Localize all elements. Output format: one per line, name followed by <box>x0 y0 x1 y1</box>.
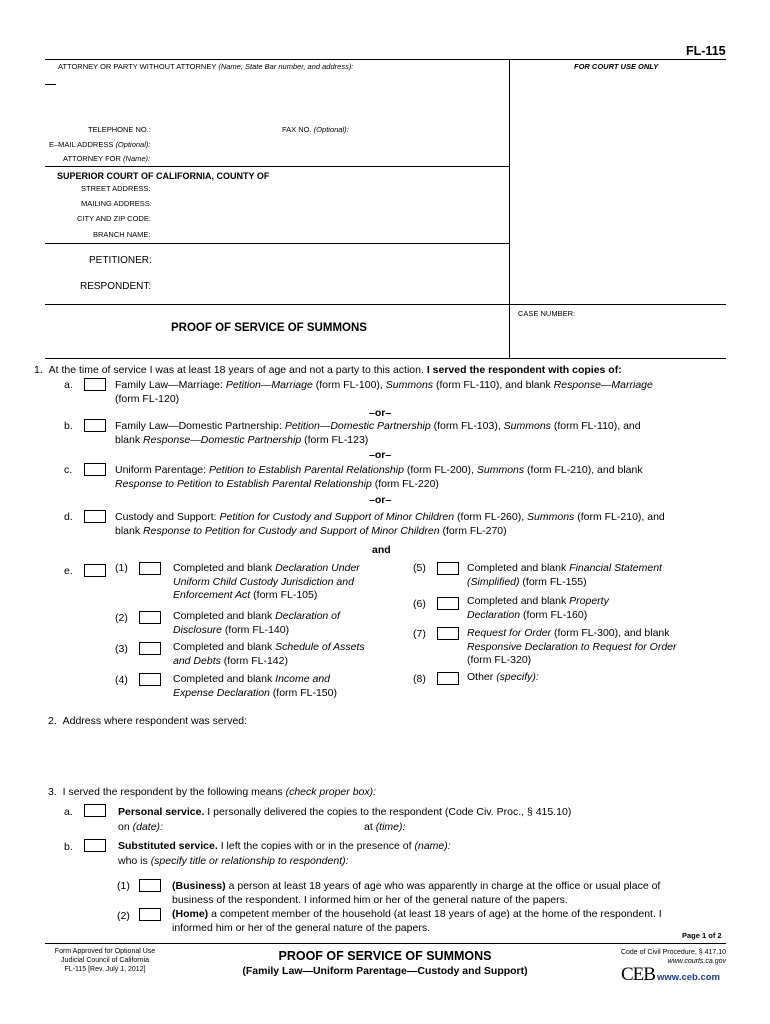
or-1: –or– <box>369 407 392 419</box>
3b2-text: (Home) a competent member of the household (at least 18 years of age) at the home of the respondent. I informed him or her of the general nature of the papers. <box>172 908 662 934</box>
court-use-label: FOR COURT USE ONLY <box>574 62 659 71</box>
e2-text: Completed and blank Declaration of Disclosure (form FL-140) <box>173 610 340 636</box>
e7-num: (7) <box>413 628 426 640</box>
3b1-num: (1) <box>117 880 130 892</box>
checkbox-e6[interactable] <box>437 597 459 610</box>
item1-intro: 1. At the time of service I was at least 18 years of age and not a party to this action. I served the respondent with copies of: <box>34 364 622 376</box>
court-name: SUPERIOR COURT OF CALIFORNIA, COUNTY OF <box>57 171 270 181</box>
header-divider <box>509 59 510 358</box>
street-label: STREET ADDRESS: <box>81 184 151 193</box>
address-dash <box>45 84 56 85</box>
item1b-text-2: blank Response—Domestic Partnership (form FL-123) <box>115 434 369 446</box>
e7-text: Request for Order (form FL-300), and blank Responsive Declaration to Request for Order (form FL-320) <box>467 627 677 666</box>
petitioner-label: PETITIONER: <box>89 255 152 266</box>
item1a-text-2: (form FL-120) <box>115 393 180 405</box>
item3-text: 3. I served the respondent by the following means (check proper box): <box>48 786 377 798</box>
e1-num: (1) <box>115 562 128 574</box>
checkbox-1c[interactable] <box>84 463 106 476</box>
item1b-letter: b. <box>64 420 73 432</box>
footer-subtitle: (Family Law—Uniform Parentage—Custody and Support) <box>242 965 528 977</box>
checkbox-1b[interactable] <box>84 419 106 432</box>
item1d-text-2: blank Response to Petition for Custody and Support of Minor Children (form FL-270) <box>115 525 507 537</box>
e6-text: Completed and blank Property Declaration (form FL-160) <box>467 595 609 621</box>
checkbox-1d[interactable] <box>84 510 106 523</box>
header-top-line <box>45 59 726 60</box>
e8-text: Other (specify): <box>467 671 539 683</box>
checkbox-e8[interactable] <box>437 672 459 685</box>
item3a-text: Personal service. I personally delivered the copies to the respondent (Code Civ. Proc., § 415.10) <box>118 806 572 818</box>
e2-num: (2) <box>115 612 128 624</box>
item1b-text: Family Law—Domestic Partnership: Petition—Domestic Partnership (form FL-103), Summons (form FL-110), and <box>115 420 641 432</box>
e1-text: Completed and blank Declaration Under Uniform Child Custody Jurisdiction and Enforcement Act (form FL-105) <box>173 562 360 601</box>
checkbox-1e[interactable] <box>84 564 106 577</box>
item1c-letter: c. <box>64 464 73 476</box>
item1a-text: Family Law—Marriage: Petition—Marriage (form FL-100), Summons (form FL-110), and blank Response—Marriage <box>115 379 653 391</box>
city-label: CITY AND ZIP CODE: <box>77 214 151 223</box>
item1e-letter: e. <box>64 565 73 577</box>
header-bottom-line <box>45 358 726 359</box>
telephone-label: TELEPHONE NO.: <box>88 125 151 134</box>
checkbox-e3[interactable] <box>139 642 161 655</box>
branch-label: BRANCH NAME: <box>93 230 151 239</box>
item3b-text-2: who is (specify title or relationship to respondent): <box>118 855 349 867</box>
item1a-letter: a. <box>64 379 73 391</box>
checkbox-3b1[interactable] <box>139 879 161 892</box>
item3a-date: on (date): <box>118 821 163 833</box>
item3a-time: at (time): <box>364 821 406 833</box>
item3b-letter: b. <box>64 841 73 853</box>
footer-line <box>45 943 726 944</box>
e4-num: (4) <box>115 674 128 686</box>
checkbox-3b2[interactable] <box>139 908 161 921</box>
rule-parties <box>45 243 509 244</box>
item1d-text: Custody and Support: Petition for Custody and Support of Minor Children (form FL-260), Summons (form FL-210), and <box>115 511 665 523</box>
email-label: E–MAIL ADDRESS (Optional): <box>49 140 151 149</box>
form-number: FL-115 <box>686 44 726 58</box>
respondent-label: RESPONDENT: <box>80 281 152 292</box>
e4-text: Completed and blank Income and Expense Declaration (form FL-150) <box>173 673 337 699</box>
or-2: –or– <box>369 449 392 461</box>
code-block: Code of Civil Procedure, § 417.10 www.courts.ca.gov <box>620 949 726 965</box>
item3a-letter: a. <box>64 806 73 818</box>
e5-text: Completed and blank Financial Statement (Simplified) (form FL-155) <box>467 562 662 588</box>
rule-court <box>45 166 509 167</box>
page-number: Page 1 of 2 <box>682 931 722 940</box>
and-label: and <box>372 544 391 556</box>
ceb-logo: CEB <box>621 964 655 985</box>
checkbox-e2[interactable] <box>139 611 161 624</box>
checkbox-e4[interactable] <box>139 673 161 686</box>
e5-num: (5) <box>413 562 426 574</box>
item1c-text: Uniform Parentage: Petition to Establish Parental Relationship (form FL-200), Summons (form FL-210), and blank <box>115 464 643 476</box>
checkbox-e1[interactable] <box>139 562 161 575</box>
mailing-label: MAILING ADDRESS: <box>81 199 152 208</box>
item1d-letter: d. <box>64 511 73 523</box>
rule-title <box>45 304 726 305</box>
3b1-text: (Business) a person at least 18 years of age who was apparently in charge at the office or usual place of business of the respondent. I informed him or her of the general nature of the papers. <box>172 880 661 906</box>
fax-label: FAX NO. (Optional): <box>282 125 349 134</box>
item3b-text: Substituted service. I left the copies with or in the presence of (name): <box>118 840 451 852</box>
approved-block: Form Approved for Optional Use Judicial Council of California FL-115 [Rev. July 1, 2012] <box>54 948 156 973</box>
e3-num: (3) <box>115 643 128 655</box>
attorney-label: ATTORNEY OR PARTY WITHOUT ATTORNEY (Name, State Bar number, and address): <box>58 62 354 71</box>
e6-num: (6) <box>413 598 426 610</box>
checkbox-3b[interactable] <box>84 839 106 852</box>
e3-text: Completed and blank Schedule of Assets and Debts (form FL-142) <box>173 641 365 667</box>
case-number-label: CASE NUMBER: <box>518 309 576 318</box>
checkbox-1a[interactable] <box>84 378 106 391</box>
ceb-url[interactable]: www.ceb.com <box>657 972 720 983</box>
form-title: PROOF OF SERVICE OF SUMMONS <box>171 322 367 334</box>
item1c-text-2: Response to Petition to Establish Parental Relationship (form FL-220) <box>115 478 439 490</box>
e8-num: (8) <box>413 673 426 685</box>
checkbox-e7[interactable] <box>437 627 459 640</box>
checkbox-3a[interactable] <box>84 804 106 817</box>
3b2-num: (2) <box>117 910 130 922</box>
checkbox-e5[interactable] <box>437 562 459 575</box>
footer-title: PROOF OF SERVICE OF SUMMONS <box>278 949 492 963</box>
item2-text: 2. Address where respondent was served: <box>48 715 248 727</box>
attorney-for-label: ATTORNEY FOR (Name): <box>63 154 151 163</box>
or-3: –or– <box>369 494 392 506</box>
